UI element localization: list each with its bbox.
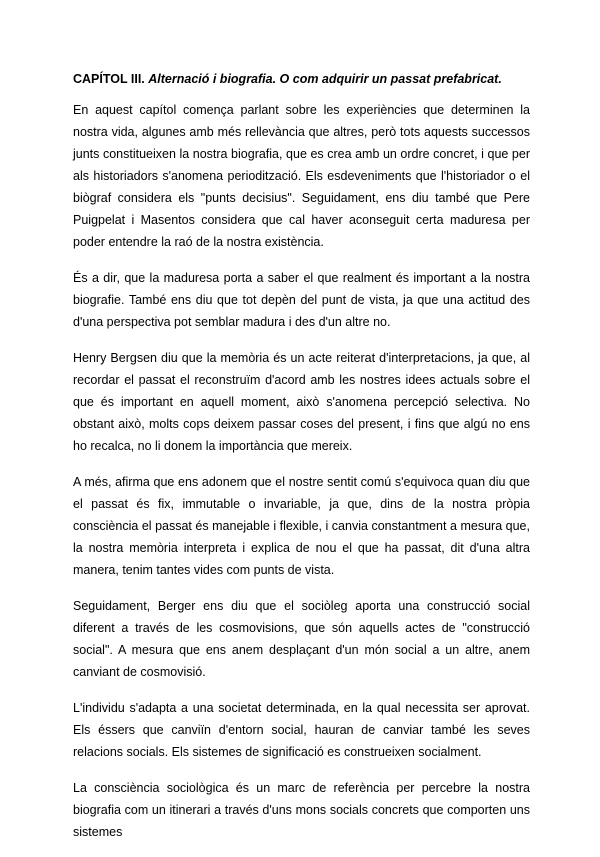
chapter-heading bbox=[73, 68, 530, 90]
paragraph: Henry Bergsen diu que la memòria és un acte reiterat d'interpretacions, ja que, al recordar el passat el reconstruïm d'acord amb les nostres idees actuals sobre el que és important en aquell moment, això s'anomena percepció selectiva. No obstant això, molts cops deixem passar coses del present, i fins que algú no ens ho recalca, no li donem la importància que mereix. bbox=[73, 351, 530, 453]
paragraph: A més, afirma que ens adonem que el nostre sentit comú s'equivoca quan diu que el passat és fix, immutable o invariable, ja que, dins de la nostra pròpia consciència el passat és manejable i flexible, i canvia constantment a mesura que, la nostra memòria interpreta i explica de nou el que ha passat, dit d'una altra manera, tenim tantes vides com punts de vista. bbox=[73, 475, 530, 577]
paragraph: La consciència sociològica és un marc de referència per percebre la nostra biografia com un itinerari a través d'uns mons socials concrets que comporten uns sistemes bbox=[73, 781, 530, 839]
paragraph: Seguidament, Berger ens diu que el sociòleg aporta una construcció social diferent a través de les cosmovisions, que són aquells actes de "construcció social". A mesura que ens anem desplaçant d'un món social a un altre, anem canviant de cosmovisió. bbox=[73, 599, 530, 679]
paragraph: És a dir, que la maduresa porta a saber el que realment és important a la nostra biografie. També ens diu que tot depèn del punt de vista, ja que una actitud des d'una perspectiva pot semblar madura i des d'un altre no. bbox=[73, 271, 530, 329]
document-page bbox=[73, 68, 530, 857]
chapter-subtitle: Alternació i biografia. O com adquirir un passat prefabricat. bbox=[148, 72, 502, 86]
paragraph: En aquest capítol comença parlant sobre les experiències que determinen la nostra vida, algunes amb més rellevància que altres, però tots aquests successos junts constitueixen la nostra biografia, que es crea amb un ordre concret, i que per als historiadors s'anomena periodització. Els esdeveniments que l'historiador o el biògraf considera els "punts decisius". Seguidament, ens diu també que Pere Puigpelat i Masentos considera que cal haver aconseguit certa maduresa per poder entendre la raó de la nostra existència. bbox=[73, 103, 530, 249]
paragraph: L'individu s'adapta a una societat determinada, en la qual necessita ser aprovat. Els éssers que canviïn d'entorn social, hauran de canviar també les seves relacions socials. Els sistemes de significació es construeixen socialment. bbox=[73, 701, 530, 759]
chapter-number: CAPÍTOL III. bbox=[73, 72, 145, 86]
